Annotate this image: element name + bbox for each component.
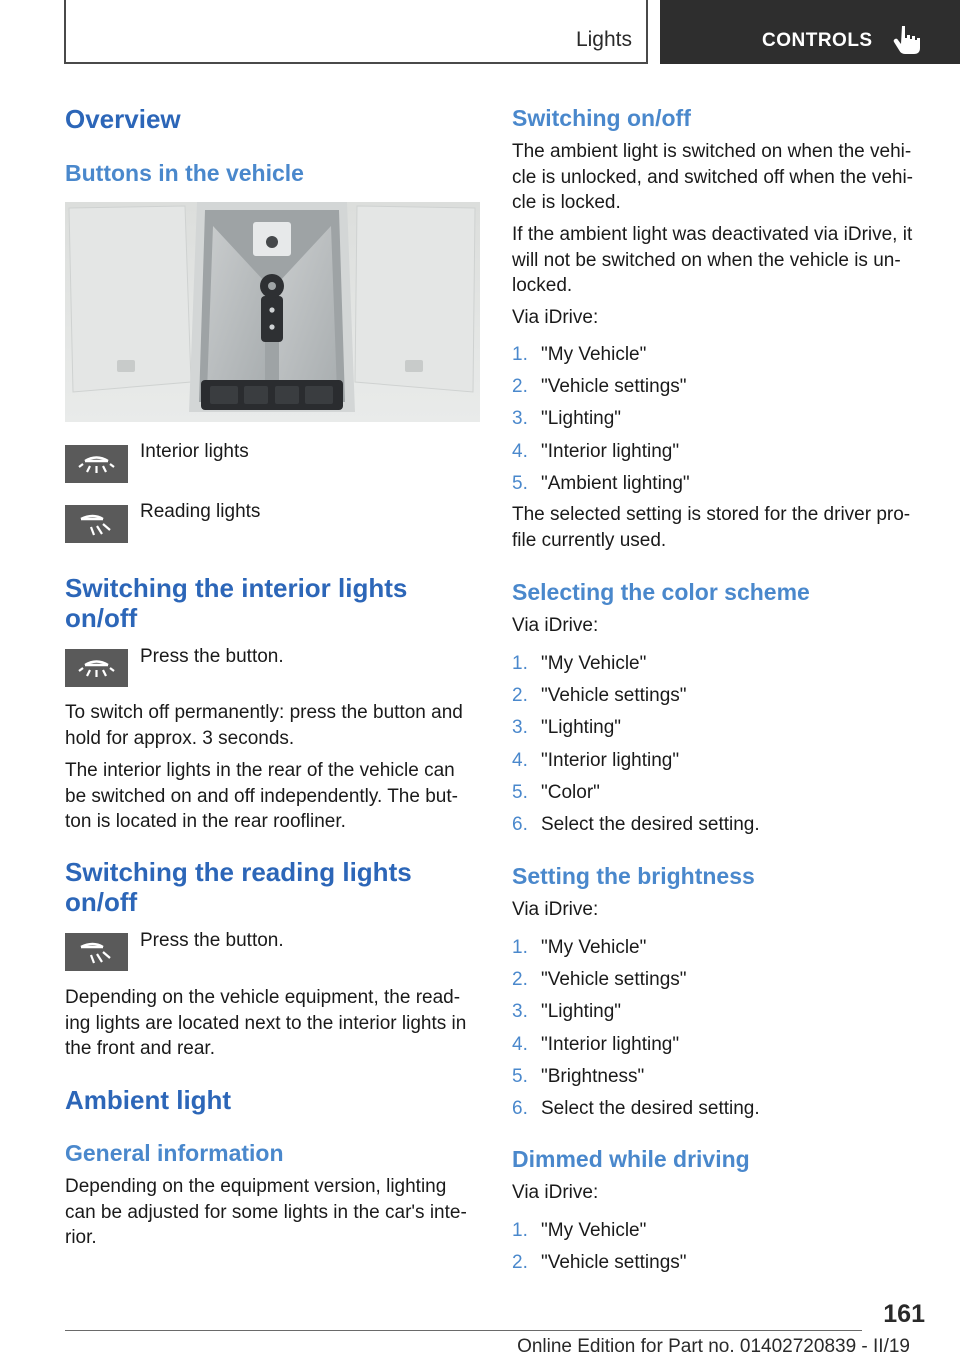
list-item: 6. Select the desired setting.	[512, 813, 760, 835]
pointing-hand-icon	[892, 24, 922, 56]
overhead-console-photo	[65, 202, 480, 422]
color-via: Via iDrive:	[512, 615, 599, 636]
list-item: 2. "Vehicle settings"	[512, 1252, 687, 1274]
interior-instruction: Press the button.	[140, 646, 284, 667]
reading-lights-heading: Switching the reading lights on/off	[65, 857, 412, 917]
interior-lights-icon	[65, 649, 128, 687]
ambient-light-heading: Ambient light	[65, 1085, 232, 1115]
footer-edition: Online Edition for Part no. 01402720839 - II/19	[517, 1336, 910, 1357]
brightness-via: Via iDrive:	[512, 899, 599, 920]
list-item: 1. "My Vehicle"	[512, 937, 647, 958]
reading-lights-icon	[65, 505, 128, 543]
list-item: 6. Select the desired setting.	[512, 1097, 760, 1119]
color-steps	[512, 652, 922, 845]
switching-text-2: If the ambient light was deactivated via iDrive, it will not be switched on when the vehicle is un-locked.	[512, 224, 913, 296]
switching-text-3: The selected setting is stored for the driver pro-file currently used.	[512, 504, 911, 551]
list-item: 2. "Vehicle settings"	[512, 969, 687, 991]
switching-heading: Switching on/off	[512, 105, 691, 131]
list-item: 3. "Lighting"	[512, 717, 622, 739]
legend-label-reading: Reading lights	[140, 501, 261, 522]
overview-heading: Overview	[65, 104, 181, 134]
dimmed-via: Via iDrive:	[512, 1182, 599, 1203]
dimmed-steps	[512, 1219, 922, 1283]
list-item: 4. "Interior lighting"	[512, 440, 680, 462]
interior-lights-heading: Switching the interior lights on/off	[65, 573, 408, 633]
list-item: 5. "Color"	[512, 781, 600, 803]
list-item: 4. "Interior lighting"	[512, 1033, 680, 1055]
buttons-heading: Buttons in the vehicle	[65, 160, 304, 186]
header-chapter-title: CONTROLS	[762, 30, 873, 51]
reading-text-1: Depending on the vehicle equipment, the read-ing lights are located next to the interior lights in the front and rear.	[65, 987, 467, 1059]
list-item: 3. "Lighting"	[512, 1001, 622, 1023]
list-item: 5. "Brightness"	[512, 1065, 645, 1087]
list-item: 1. "My Vehicle"	[512, 344, 647, 365]
general-information-heading: General information	[65, 1140, 284, 1166]
interior-text-1: To switch off permanently: press the button and hold for approx. 3 seconds.	[65, 702, 463, 749]
color-scheme-heading: Selecting the color scheme	[512, 579, 810, 605]
interior-text-2: The interior lights in the rear of the vehicle can be switched on and off independently. The but-ton is located in the rear roofliner.	[65, 760, 458, 832]
brightness-heading: Setting the brightness	[512, 863, 755, 889]
list-item: 1. "My Vehicle"	[512, 653, 647, 674]
list-item: 2. "Vehicle settings"	[512, 376, 687, 398]
interior-lights-icon	[65, 445, 128, 483]
general-information-text: Depending on the equipment version, lighting can be adjusted for some lights in the car's inte-rior.	[65, 1176, 467, 1248]
legend-label-interior: Interior lights	[140, 441, 249, 462]
list-item: 1. "My Vehicle"	[512, 1220, 647, 1241]
reading-instruction: Press the button.	[140, 930, 284, 951]
reading-lights-icon	[65, 933, 128, 971]
list-item: 4. "Interior lighting"	[512, 749, 680, 771]
list-item: 2. "Vehicle settings"	[512, 685, 687, 707]
switching-text-1: The ambient light is switched on when the vehi-cle is unlocked, and switched off when the vehi-cle is locked.	[512, 141, 913, 213]
header-chapter-tab	[660, 0, 960, 64]
list-item: 5. "Ambient lighting"	[512, 472, 690, 494]
brightness-steps	[512, 936, 922, 1129]
dimmed-heading: Dimmed while driving	[512, 1146, 750, 1172]
switching-steps	[512, 343, 922, 504]
header-section-tab	[64, 0, 648, 64]
list-item: 3. "Lighting"	[512, 408, 622, 430]
page-number: 161	[883, 1300, 925, 1328]
footer-divider	[65, 1330, 862, 1331]
switching-via: Via iDrive:	[512, 307, 599, 328]
header-section-title: Lights	[575, 28, 632, 51]
